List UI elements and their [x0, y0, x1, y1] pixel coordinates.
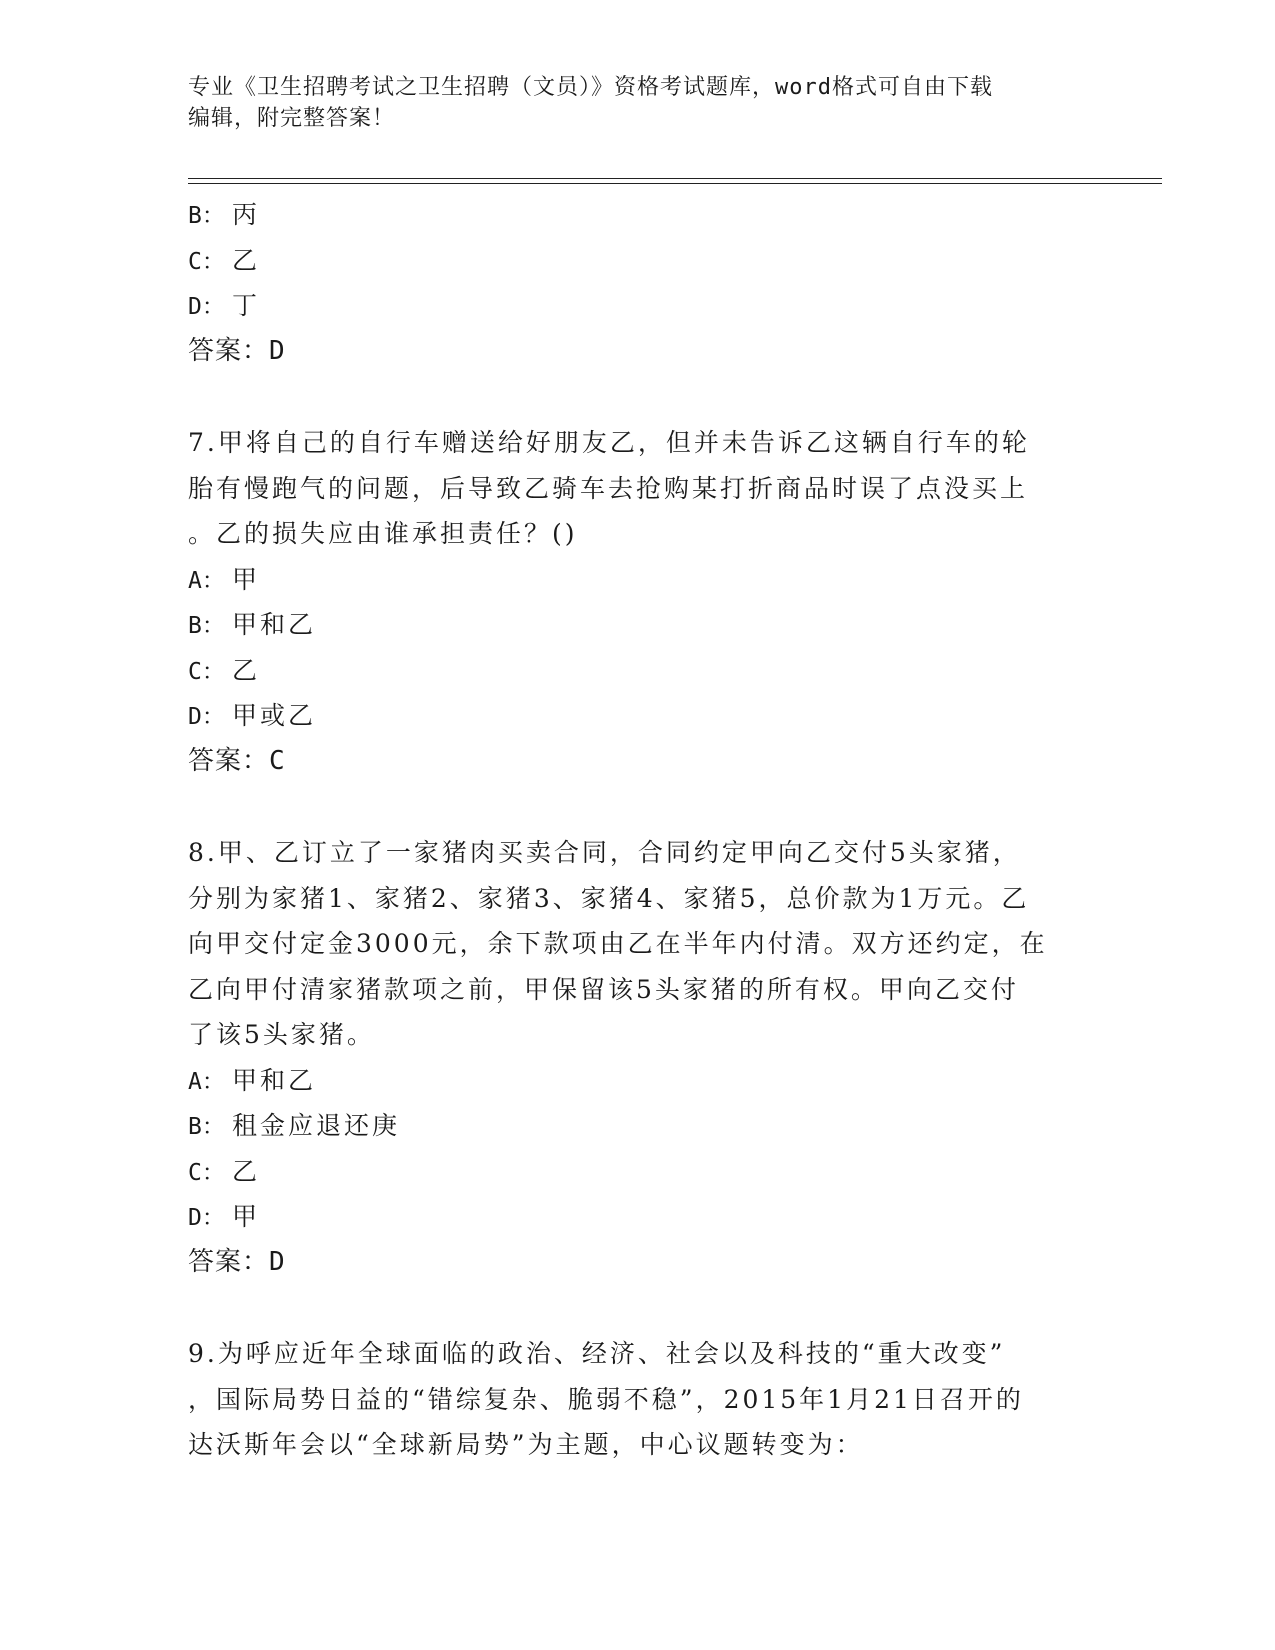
question-text-line: 8.甲、乙订立了一家猪肉买卖合同，合同约定甲向乙交付5头家猪，: [188, 838, 1021, 867]
question-content: [188, 192, 1088, 1468]
option-c: C： 乙: [188, 655, 261, 685]
question-9: [188, 1331, 1088, 1468]
option-a: A： 甲和乙: [188, 1065, 317, 1095]
header-divider-bottom: [188, 183, 1162, 184]
option-c: C： 乙: [188, 245, 261, 275]
question-6: [188, 192, 1088, 374]
option-b: B： 甲和乙: [188, 610, 317, 639]
option-d: D： 甲或乙: [188, 701, 317, 730]
question-text-line: 了该5头家猪。: [188, 1020, 375, 1049]
header-line-1: 专业《卫生招聘考试之卫生招聘（文员）》资格考试题库，word格式可自由下载: [188, 75, 993, 100]
question-text-line: 分别为家猪1、家猪2、家猪3、家猪4、家猪5，总价款为1万元。乙: [188, 883, 1030, 913]
question-text-line: 胎有慢跑气的问题，后导致乙骑车去抢购某打折商品时误了点没买上: [188, 473, 1029, 503]
question-8: [188, 830, 1088, 1285]
answer: 答案：C: [188, 745, 286, 776]
answer: 答案：D: [188, 335, 286, 366]
question-text-line: 。乙的损失应由谁承担责任？(): [188, 519, 578, 548]
option-d: D： 丁: [188, 291, 261, 320]
document-header: [188, 72, 1088, 134]
question-text-line: ，国际局势日益的“错综复杂、脆弱不稳”，2015年1月21日召开的: [188, 1384, 1024, 1414]
question-text-line: 9.为呼应近年全球面临的政治、经济、社会以及科技的“重大改变”: [188, 1339, 1006, 1368]
option-c: C： 乙: [188, 1156, 261, 1186]
question-text-line: 乙向甲付清家猪款项之前，甲保留该5头家猪的所有权。甲向乙交付: [188, 974, 1019, 1004]
option-b: B： 丙: [188, 200, 261, 229]
header-divider-top: [188, 178, 1162, 179]
question-text-line: 达沃斯年会以“全球新局势”为主题，中心议题转变为：: [188, 1430, 864, 1459]
answer: 答案：D: [188, 1246, 286, 1277]
header-line-2: 编辑，附完整答案！: [188, 106, 396, 131]
question-text-line: 向甲交付定金3000元，余下款项由乙在半年内付清。双方还约定，在: [188, 929, 1048, 958]
question-text-line: 7.甲将自己的自行车赠送给好朋友乙，但并未告诉乙这辆自行车的轮: [188, 428, 1030, 457]
question-7: [188, 420, 1088, 784]
option-d: D： 甲: [188, 1202, 261, 1231]
option-a: A： 甲: [188, 564, 261, 594]
option-b: B： 租金应退还庚: [188, 1111, 401, 1140]
